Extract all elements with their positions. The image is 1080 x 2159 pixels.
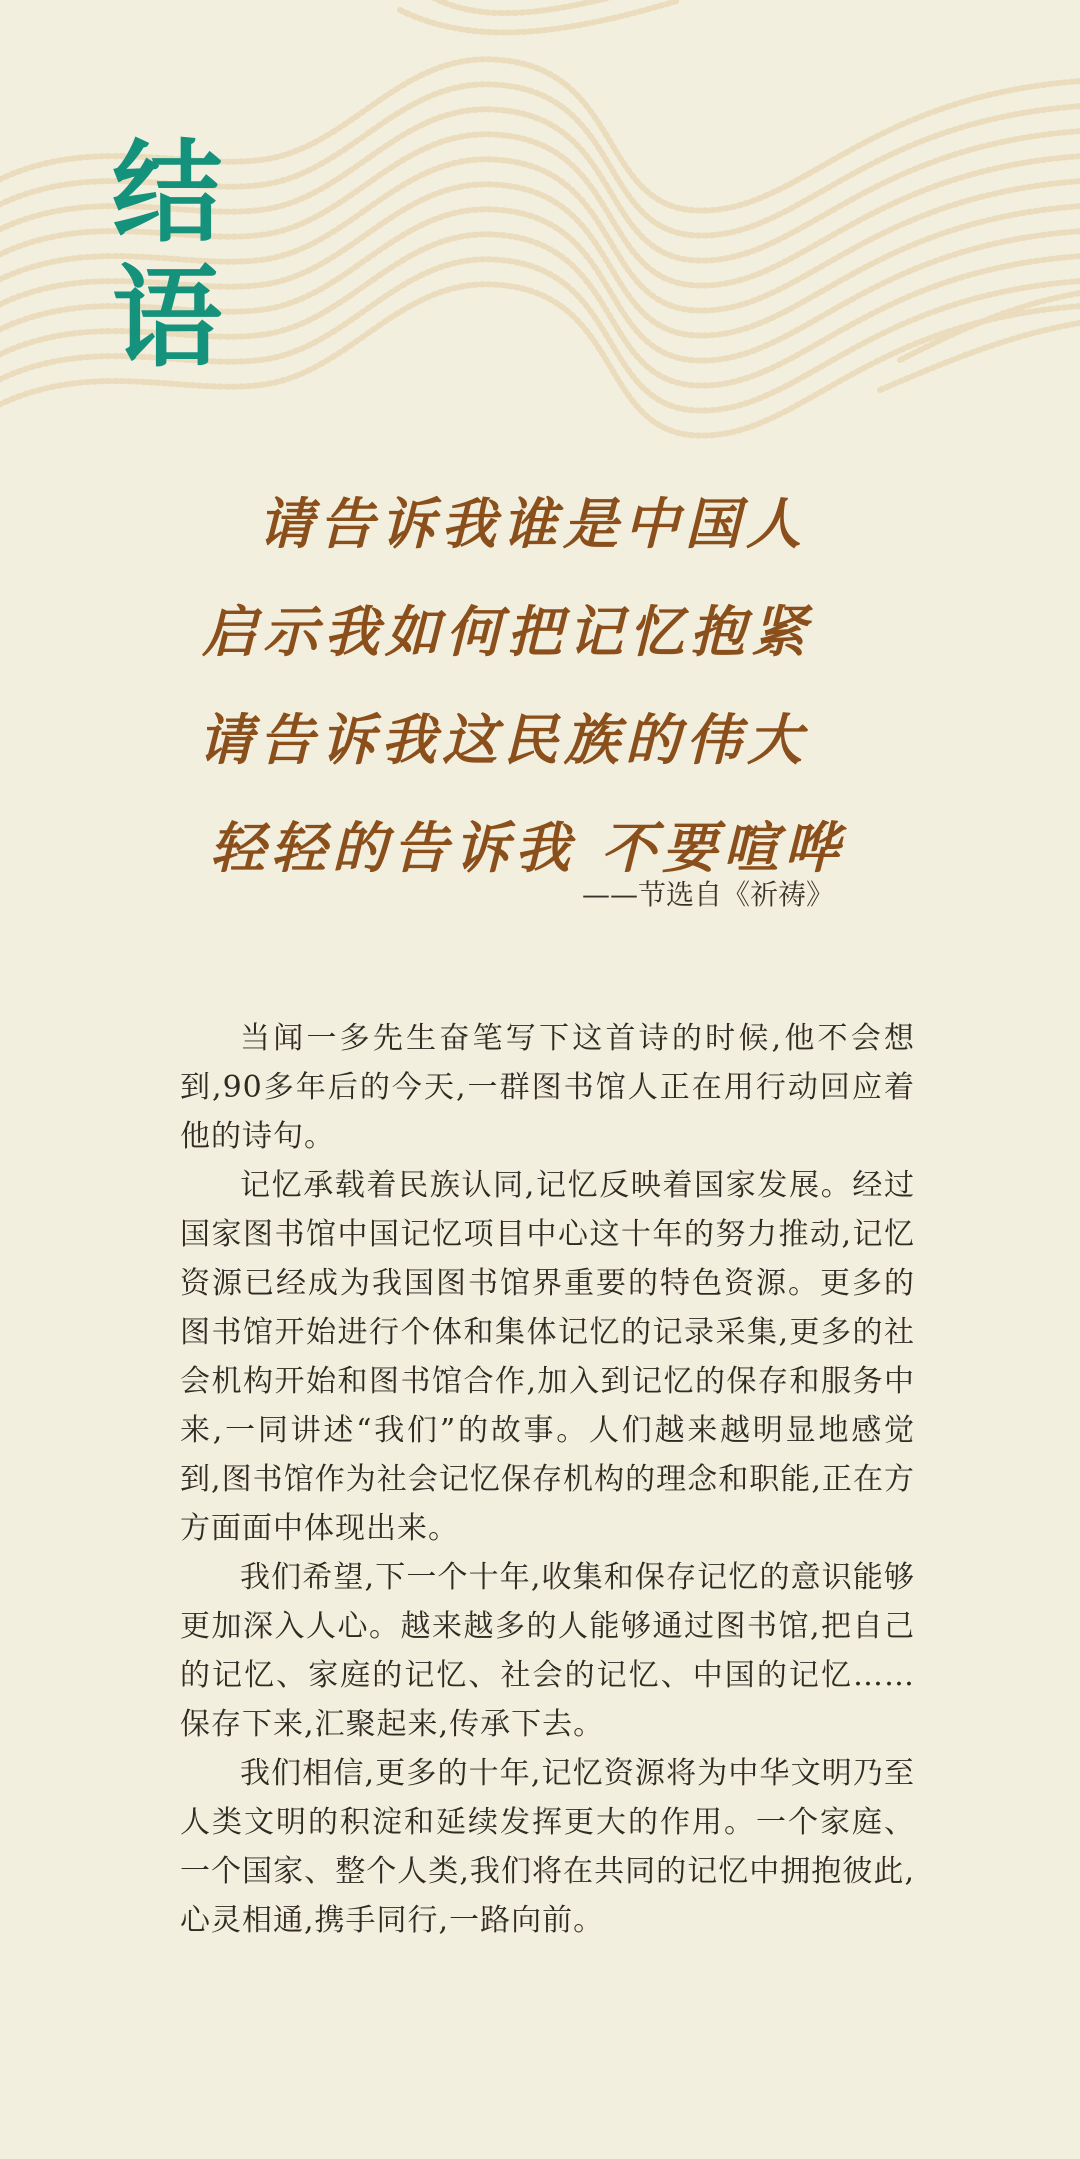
title-char-2: 语 xyxy=(112,253,222,382)
poem-line: 请告诉我这民族的伟大 xyxy=(198,707,809,772)
body-paragraph: 记忆承载着民族认同,记忆反映着国家发展。经过国家图书馆中国记忆项目中心这十年的努力推动,记忆资源已经成为我国图书馆界重要的特色资源。更多的图书馆开始进行个体和集体记忆的记录采集,更多的社会机构开始和图书馆合作,加入到记忆的保存和服务中来,一同讲述“我们”的故事。人们越来越明显地感觉到,图书馆作为社会记忆保存机构的理念和职能,正在方方面面中体现出来。 xyxy=(180,1168,915,1546)
body-paragraph: 当闻一多先生奋笔写下这首诗的时候,他不会想到,90多年后的今天,一群图书馆人正在用行动回应着他的诗句。 xyxy=(180,1021,915,1154)
page-title xyxy=(112,130,252,380)
poem-line: 启示我如何把记忆抱紧 xyxy=(202,599,813,664)
poem-block xyxy=(170,470,910,902)
body-paragraph: 我们相信,更多的十年,记忆资源将为中华文明乃至人类文明的积淀和延续发挥更大的作用。一个家庭、一个国家、整个人类,我们将在共同的记忆中拥抱彼此,心灵相通,携手同行,一路向前。 xyxy=(180,1756,915,1938)
poem-line: 请告诉我谁是中国人 xyxy=(258,491,808,556)
poem-source: ——节选自《祈祷》 xyxy=(581,878,834,911)
body-paragraph: 我们希望,下一个十年,收集和保存记忆的意识能够更加深入人心。越来越多的人能够通过图书馆,把自己的记忆、家庭的记忆、社会的记忆、中国的记忆……保存下来,汇聚起来,传承下去。 xyxy=(180,1560,915,1742)
body-text xyxy=(180,1014,915,1945)
title-char-1: 结 xyxy=(112,128,222,257)
poem-line: 轻轻的告诉我 不要喧哗 xyxy=(210,815,846,880)
